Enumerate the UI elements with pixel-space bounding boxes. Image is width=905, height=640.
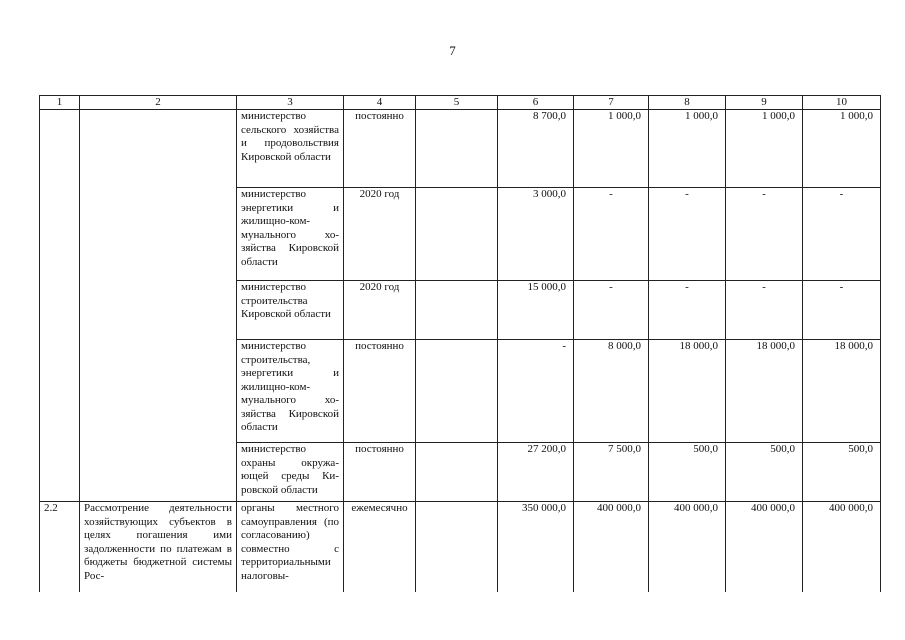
page-number: 7 xyxy=(449,43,456,58)
value-cell: - xyxy=(574,281,649,340)
value-cell: 1 000,0 xyxy=(574,110,649,188)
header-cell: 10 xyxy=(803,96,881,110)
executor-cell: министерство сельского хозяйства и продовольствия Кировской области xyxy=(237,110,344,188)
value-cell: 400 000,0 xyxy=(649,502,726,592)
value-cell: 18 000,0 xyxy=(726,340,803,443)
source-cell xyxy=(416,110,498,188)
executor-cell: органы местного самоуправления (по согласованию) совместно с территориальными налоговы- xyxy=(237,502,344,592)
source-cell xyxy=(416,502,498,592)
value-cell: 400 000,0 xyxy=(574,502,649,592)
header-cell: 1 xyxy=(40,96,80,110)
value-cell: 18 000,0 xyxy=(649,340,726,443)
source-cell xyxy=(416,188,498,281)
value-cell: 15 000,0 xyxy=(498,281,574,340)
header-cell: 5 xyxy=(416,96,498,110)
executor-cell: министерство строительства, энергетики и жилищно-коммунального хозяйства Кировской области xyxy=(237,340,344,443)
value-cell: 500,0 xyxy=(803,443,881,502)
value-cell: 350 000,0 xyxy=(498,502,574,592)
term-cell: 2020 год xyxy=(344,188,416,281)
value-cell: - xyxy=(803,188,881,281)
value-cell: 27 200,0 xyxy=(498,443,574,502)
item-number-cell xyxy=(40,110,80,502)
value-cell: 400 000,0 xyxy=(726,502,803,592)
value-cell: 8 700,0 xyxy=(498,110,574,188)
value-cell: - xyxy=(574,188,649,281)
value-cell: 3 000,0 xyxy=(498,188,574,281)
term-cell: 2020 год xyxy=(344,281,416,340)
header-cell: 8 xyxy=(649,96,726,110)
value-cell: - xyxy=(803,281,881,340)
item-name-cell xyxy=(80,110,237,502)
source-cell xyxy=(416,443,498,502)
executor-cell: министерство строительства Кировской области xyxy=(237,281,344,340)
term-cell: постоянно xyxy=(344,110,416,188)
executor-cell: министерство охраны окружающей среды Кировской области xyxy=(237,443,344,502)
value-cell: 500,0 xyxy=(649,443,726,502)
table-row xyxy=(40,110,881,188)
item-name-cell: Рассмотрение деятельности хозяйствующих субъектов в целях погашения ими задолженности по платежам в бюджеты бюджетной системы Рос- xyxy=(80,502,237,592)
header-cell: 3 xyxy=(237,96,344,110)
term-cell: постоянно xyxy=(344,443,416,502)
header-cell: 6 xyxy=(498,96,574,110)
measures-table xyxy=(39,95,881,592)
value-cell: 7 500,0 xyxy=(574,443,649,502)
item-number-cell: 2.2 xyxy=(40,502,80,592)
value-cell: - xyxy=(649,188,726,281)
value-cell: 1 000,0 xyxy=(649,110,726,188)
value-cell: 18 000,0 xyxy=(803,340,881,443)
value-cell: 500,0 xyxy=(726,443,803,502)
value-cell: 1 000,0 xyxy=(726,110,803,188)
executor-cell: министерство энергетики и жилищно-коммунального хозяйства Кировской области xyxy=(237,188,344,281)
term-cell: ежемесячно xyxy=(344,502,416,592)
header-cell: 2 xyxy=(80,96,237,110)
header-cell: 4 xyxy=(344,96,416,110)
value-cell: - xyxy=(726,281,803,340)
value-cell: 1 000,0 xyxy=(803,110,881,188)
value-cell: - xyxy=(498,340,574,443)
source-cell xyxy=(416,340,498,443)
value-cell: 8 000,0 xyxy=(574,340,649,443)
value-cell: - xyxy=(726,188,803,281)
value-cell: 400 000,0 xyxy=(803,502,881,592)
header-cell: 7 xyxy=(574,96,649,110)
term-cell: постоянно xyxy=(344,340,416,443)
header-cell: 9 xyxy=(726,96,803,110)
source-cell xyxy=(416,281,498,340)
value-cell: - xyxy=(649,281,726,340)
table-row xyxy=(40,502,881,592)
header-row xyxy=(40,96,881,110)
